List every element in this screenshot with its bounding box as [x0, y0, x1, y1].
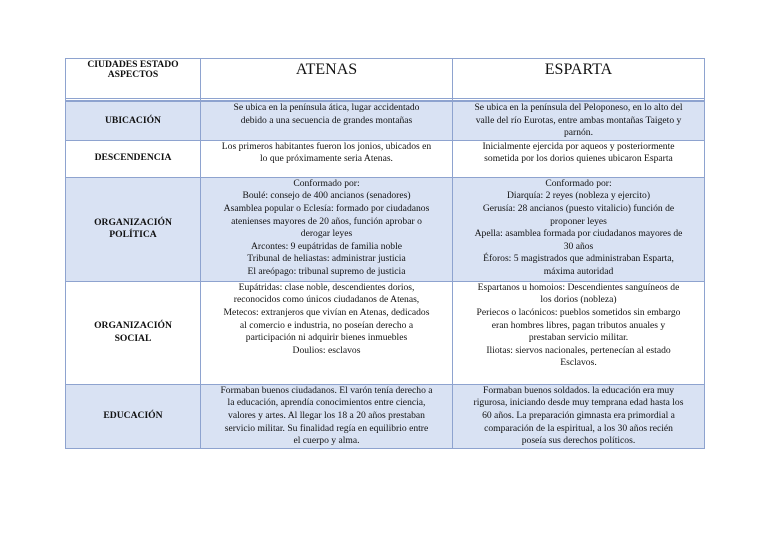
- cell-line: proponer leyes: [550, 215, 607, 227]
- cell-line: rigurosa, iniciando desde muy temprana edad hasta los: [473, 397, 684, 409]
- row-header-descendencia: DESCENDENCIA: [66, 140, 201, 177]
- row-header-line: ORGANIZACIÓN: [94, 320, 172, 332]
- cell-line: al comercio e industria, no poseían derecho a: [239, 319, 414, 331]
- cell-line: El areópago: tribunal supremo de justicia: [247, 265, 406, 277]
- row-header-organizacion-social: [66, 281, 201, 384]
- cell-line: parnón.: [563, 127, 594, 139]
- table-header-row: [66, 59, 705, 99]
- cell-line: lo que próximamente seria Atenas.: [260, 153, 393, 165]
- cell-line: el cuerpo y alma.: [293, 435, 360, 447]
- cell-line: Formaban buenos soldados. la educación era muy: [482, 384, 675, 396]
- cell-line: Eupátridas: clase noble, descendientes dorios,: [238, 281, 415, 293]
- cell-atenas-ubicacion: [201, 101, 453, 140]
- cell-line: Asamblea popular o Eclesía: formado por ciudadanos: [223, 202, 430, 214]
- cell-line: Gerusía: 28 ancianos (puesto vitalicio) función de: [482, 202, 675, 214]
- column-header-atenas: ATENAS: [201, 59, 453, 99]
- row-header-line: POLÍTICA: [109, 229, 157, 241]
- cell-line: Periecos o lacónicos: pueblos sometidos sin embargo: [476, 306, 681, 318]
- cell-line: eran hombres libres, pagan tributos anuales y: [491, 319, 666, 331]
- cell-esparta-educacion: [453, 384, 705, 448]
- table-row: [66, 140, 705, 177]
- cell-line: Iliotas: siervos nacionales, pertenecían al estado: [486, 344, 671, 356]
- corner-header: [66, 59, 201, 99]
- cell-line: debido a una secuencia de grandes montañas: [240, 114, 413, 126]
- cell-line: derogar leyes: [300, 228, 353, 240]
- comparison-table: [65, 58, 705, 449]
- corner-header-line: ASPECTOS: [107, 69, 159, 80]
- cell-line: participación ni adquirir bienes inmuebles: [245, 332, 408, 344]
- row-header-line: ORGANIZACIÓN: [94, 216, 172, 228]
- row-header-line: SOCIAL: [114, 332, 152, 344]
- cell-line: Boulé: consejo de 400 ancianos (senadores): [242, 190, 411, 202]
- row-header-organizacion-politica: [66, 177, 201, 281]
- cell-line: Conformado por:: [293, 177, 360, 189]
- cell-line: los dorios (nobleza): [540, 294, 617, 306]
- row-header-ubicacion: UBICACIÓN: [66, 101, 201, 140]
- cell-line: 30 años: [563, 240, 594, 252]
- cell-line: atenienses mayores de 20 años, función aprobar o: [231, 215, 422, 227]
- cell-line: servicio militar. Su finalidad regía en equilibrio entre: [224, 422, 429, 434]
- cell-line: sometida por los dorios quienes ubicaron Esparta: [484, 153, 673, 165]
- cell-line: poseía sus derechos políticos.: [521, 435, 636, 447]
- cell-esparta-organizacion-social: [453, 281, 705, 384]
- cell-line: 60 años. La preparación gimnasta era primordial a: [482, 409, 675, 421]
- cell-line: comparación de la espiritual, a los 30 años recién: [484, 422, 673, 434]
- cell-atenas-educacion: [201, 384, 453, 448]
- cell-line: Formaban buenos ciudadanos. El varón tenía derecho a: [220, 384, 433, 396]
- cell-line: Apella: asamblea formada por ciudadanos mayores de: [474, 228, 683, 240]
- table-row: [66, 384, 705, 448]
- table-row: [66, 177, 705, 281]
- cell-atenas-descendencia: [201, 140, 453, 177]
- cell-line: Los primeros habitantes fueron los jonios, ubicados en: [221, 140, 432, 152]
- cell-atenas-organizacion-social: [201, 281, 453, 384]
- corner-header-line: CIUDADES ESTADO: [87, 59, 179, 70]
- cell-line: Tribunal de heliastas: administrar justicia: [247, 253, 406, 265]
- cell-line: la educación, aprendía conocimientos entre ciencia,: [227, 397, 426, 409]
- row-header-educacion: EDUCACIÓN: [66, 384, 201, 448]
- cell-line: Se ubica en la península del Peloponeso, en lo alto del: [474, 102, 683, 113]
- cell-line: Metecos: extranjeros que vivían en Atenas, dedicados: [223, 306, 430, 318]
- cell-line: Arcontes: 9 eupátridas de familia noble: [250, 240, 403, 252]
- cell-line: Inicialmente ejercida por aqueos y posteriormente: [482, 140, 675, 152]
- cell-line: Espartanos u homoios: Descendientes sanguíneos de: [477, 281, 680, 293]
- cell-line: Diarquía: 2 reyes (nobleza y ejercito): [506, 190, 651, 202]
- cell-atenas-organizacion-politica: [201, 177, 453, 281]
- cell-esparta-organizacion-politica: [453, 177, 705, 281]
- cell-line: reconocidos como únicos ciudadanos de Atenas,: [233, 294, 420, 306]
- cell-line: Conformado por:: [545, 177, 612, 189]
- cell-line: máxima autoridad: [543, 265, 614, 277]
- cell-esparta-descendencia: [453, 140, 705, 177]
- cell-line: Doulios: esclavos: [292, 344, 361, 356]
- cell-line: valle del río Eurotas, entre ambas montañas Taigeto y: [475, 114, 682, 126]
- cell-line: Éforos: 5 magistrados que administraban Esparta,: [483, 253, 674, 265]
- cell-line: Esclavos.: [560, 357, 597, 369]
- table-row: [66, 101, 705, 140]
- cell-line: valores y artes. Al llegar los 18 a 20 años prestaban: [228, 409, 425, 421]
- cell-line: Se ubica en la península ática, lugar accidentado: [233, 102, 420, 113]
- cell-esparta-ubicacion: [453, 101, 705, 140]
- table-row: [66, 281, 705, 384]
- cell-line: prestaban servicio militar.: [528, 332, 629, 344]
- column-header-esparta: ESPARTA: [453, 59, 705, 99]
